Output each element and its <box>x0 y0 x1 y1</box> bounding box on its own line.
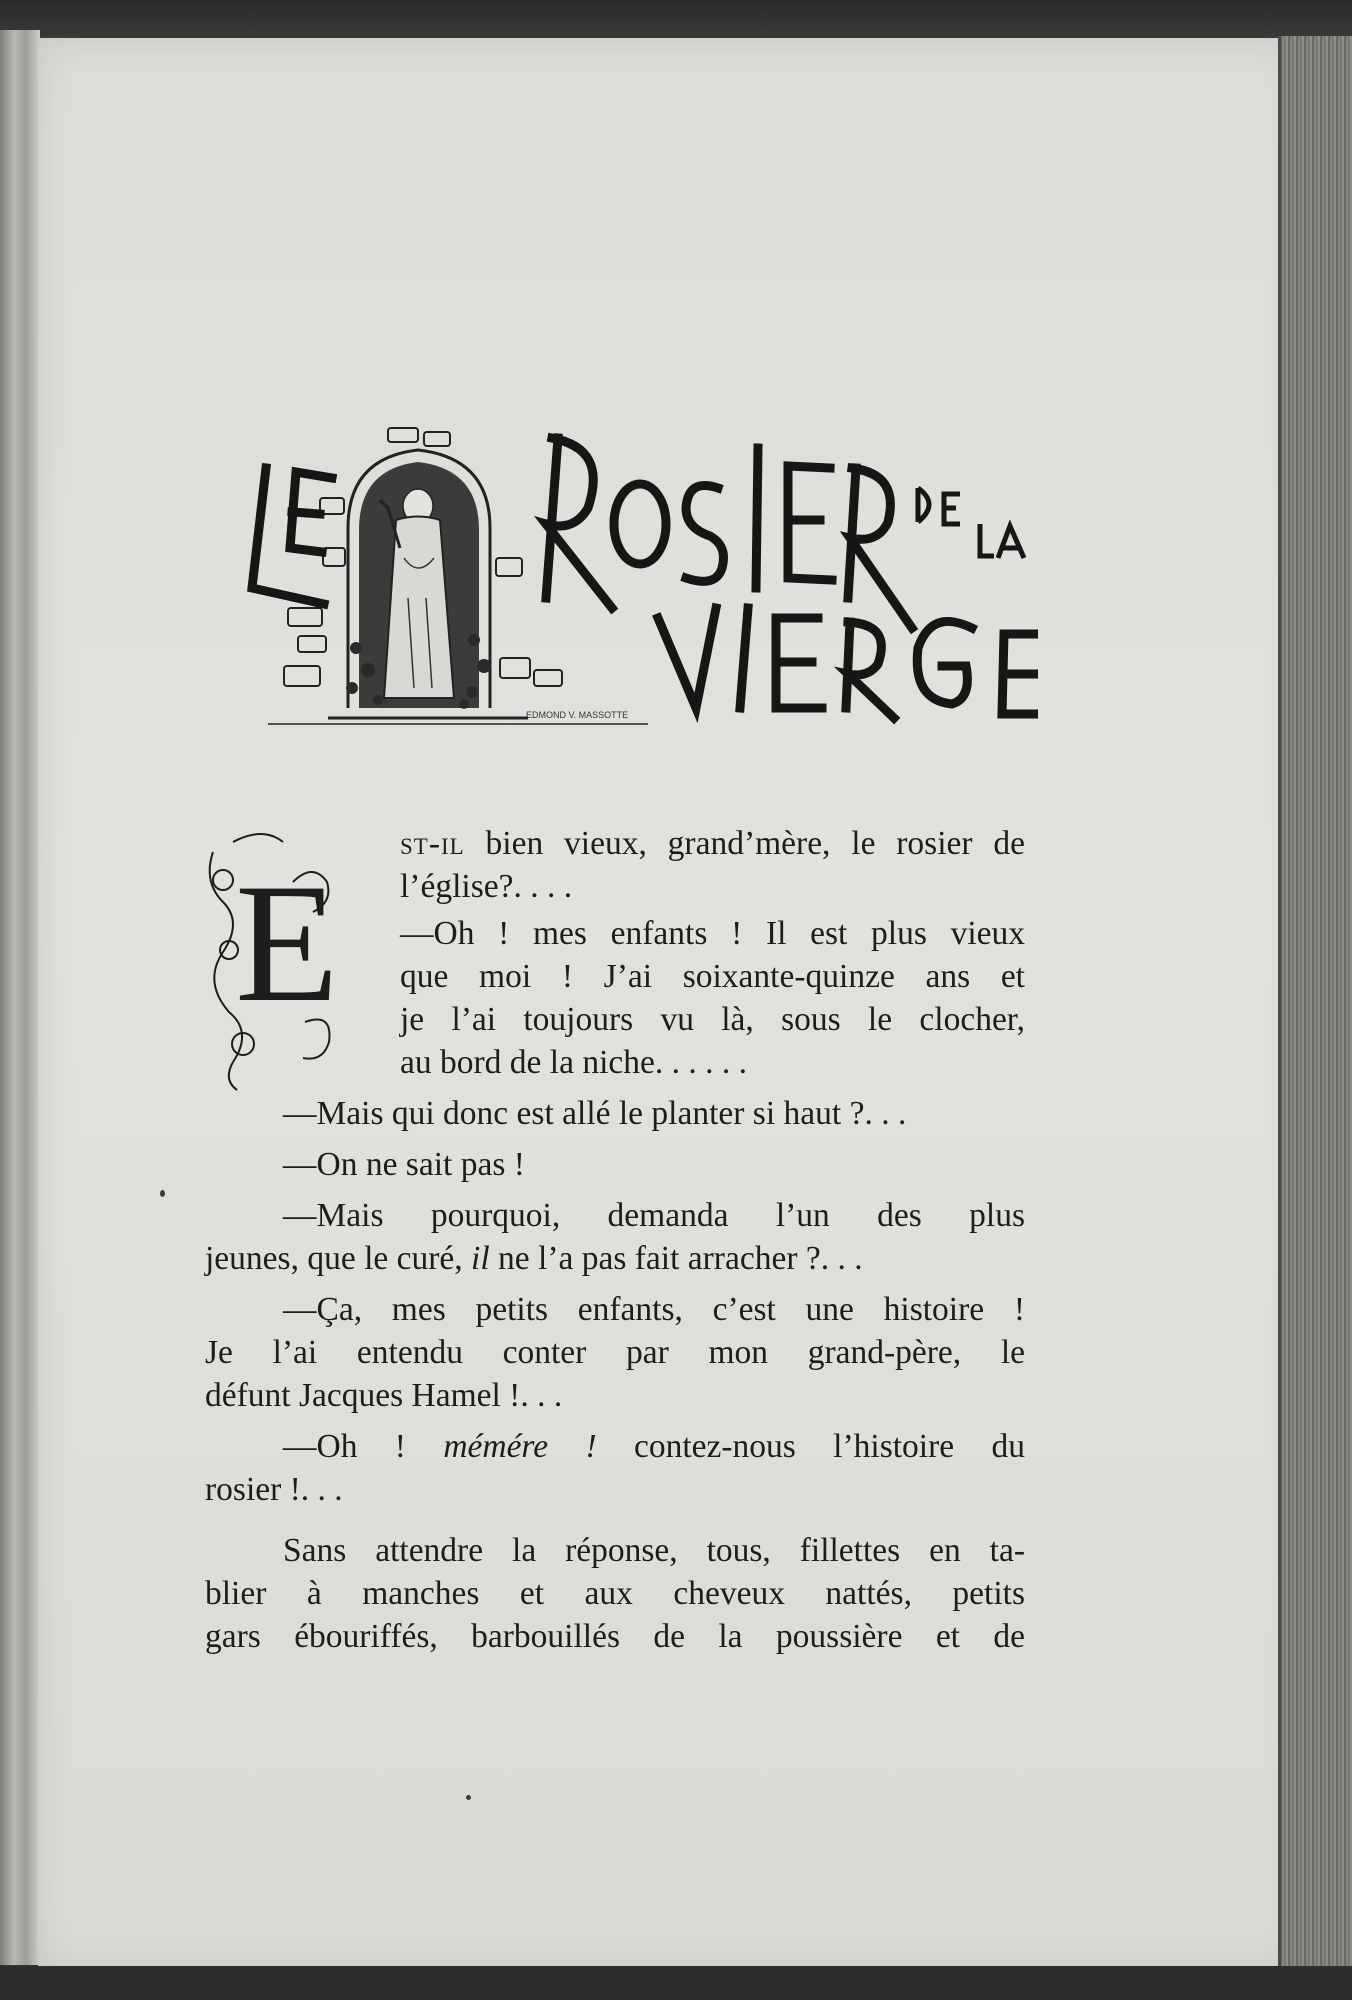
paper-speck <box>466 1795 471 1800</box>
scan-bottom-band <box>0 1966 1352 2000</box>
paragraph-6-line-3: défunt Jacques Hamel !. . . <box>205 1377 563 1414</box>
ornamental-dropcap <box>193 822 343 1092</box>
dropcap-letter: E <box>235 849 339 1037</box>
paragraph-5-line-2 <box>205 1237 1025 1280</box>
paragraph-1-line-1 <box>400 822 1025 865</box>
paragraph-8-line-1: Sans attendre la réponse, tous, fillettes en ta- <box>283 1532 1025 1569</box>
paragraph-3: —Mais qui donc est allé le planter si haut ?. . . <box>283 1095 907 1132</box>
paragraph-1-line-2: l’église?. . . . <box>400 868 573 905</box>
dropcap-wrapped-lines <box>400 822 1025 1084</box>
page-text <box>205 822 1025 1658</box>
paragraph-2-line-3: je l’ai toujours vu là, sous le clocher, <box>400 1001 1025 1038</box>
smallcaps-opening: st-il <box>400 825 465 862</box>
title-illustration <box>228 408 1038 738</box>
paragraph-5-text-a: jeunes, que le curé, <box>205 1240 472 1277</box>
paragraph-7-line-2: rosier !. . . <box>205 1471 343 1508</box>
paragraph-2-line-1: —Oh ! mes enfants ! Il est plus vieux <box>400 915 1025 952</box>
paragraph-6-line-1: —Ça, mes petits enfants, c’est une histoire ! <box>283 1291 1025 1328</box>
paragraph-2-line-2: que moi ! J’ai soixante-quinze ans et <box>400 958 1025 995</box>
paragraph-8-line-3: gars ébouriffés, barbouillés de la poussière et de <box>205 1618 1025 1655</box>
paragraph-5-text-b: ne l’a pas fait arracher ?. . . <box>489 1240 863 1277</box>
paragraph-7-text-b: contez-nous l’histoire du <box>596 1428 1025 1465</box>
paragraph-2-line-4: au bord de la niche. . . . . . <box>400 1044 747 1081</box>
page-stack-edge <box>1278 36 1352 1974</box>
paper-speck <box>160 1190 165 1197</box>
italic-memere: mémére ! <box>443 1428 597 1465</box>
small-de-la <box>918 488 1024 558</box>
title-line-vierge <box>658 608 1038 718</box>
title-letters <box>252 438 912 628</box>
chapter-title <box>228 408 1038 738</box>
paragraph-6-line-2: Je l’ai entendu conter par mon grand-père, le <box>205 1334 1025 1371</box>
paragraph-8-line-2: blier à manches et aux cheveux nattés, petits <box>205 1575 1025 1612</box>
paragraph-7-text-a: —Oh ! <box>283 1428 444 1465</box>
italic-il: il <box>471 1240 490 1277</box>
paragraph-5-line-1: —Mais pourquoi, demanda l’un des plus <box>283 1197 1025 1234</box>
left-page-edge <box>0 30 40 1965</box>
paragraph-1-text: bien vieux, grand’mère, le rosier de <box>464 825 1025 862</box>
paragraph-4: —On ne sait pas ! <box>283 1146 525 1183</box>
paragraph-7-line-1 <box>205 1425 1025 1468</box>
engraver-signature: EDMOND V. MASSOTTE <box>526 710 629 720</box>
